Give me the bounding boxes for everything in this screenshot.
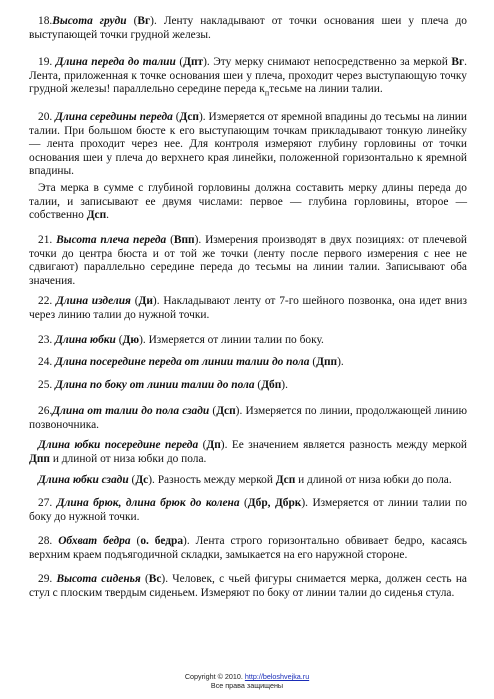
body-text: ). Лента строго горизонтально обвивает бедро, касаясь верхним краем подъягодичной складки, замыкается на его наружной стороне. — [29, 535, 467, 561]
measure-abbreviation: Дю — [122, 334, 140, 346]
measure-term: Высота плеча переда — [56, 234, 167, 246]
measure-abbreviation: Дс — [135, 474, 149, 486]
measure-abbreviation: Дпт — [183, 56, 204, 68]
body-text: 21. — [38, 234, 57, 246]
body-text: ). Измеряется от яремной впадины до тесьмы на линии талии. При большом бюсте к его выступающим точкам прикладывают тонкую линейку — лента проходит через нее. Для контроля измеряют глубину горловины от точки основания шеи у плеча до верхнего края линейки, положенной горизонтально к яремной впадины. — [29, 111, 467, 178]
body-text: ( — [254, 379, 262, 391]
body-text: ). Измеряется от линии талии по боку. — [139, 334, 324, 346]
body-text: ). Измеряется по линии, продолжающей линию позвоночника. — [29, 405, 467, 431]
body-text: 20. — [38, 111, 56, 123]
body-text: 28. — [38, 535, 59, 547]
body-text: 29. — [38, 573, 57, 585]
measure-26-paragraph — [29, 405, 467, 432]
measure-27-paragraph — [29, 497, 467, 524]
measure-abbreviation: Впп — [173, 234, 195, 246]
body-text: 18. — [38, 15, 53, 27]
copyright-text: Copyright © 2010. — [184, 672, 245, 681]
site-link[interactable]: http://beloshvejka.ru — [244, 672, 310, 681]
measure-term: Длина середины переда — [55, 111, 173, 123]
measure-20-paragraph — [29, 111, 467, 179]
measure-abbreviation: Дсп — [86, 209, 107, 222]
measure-term: Высота груди — [52, 15, 127, 27]
body-text: ( — [126, 15, 138, 27]
skirt-front-length-paragraph — [29, 439, 467, 466]
measure-29-paragraph — [29, 573, 467, 600]
body-text: ). Эту мерку снимают непосредственно за меркой — [203, 56, 452, 68]
measure-21-paragraph — [29, 234, 467, 288]
body-text: ( — [115, 334, 123, 346]
body-text: 27. — [38, 497, 57, 509]
measure-term: Длина юбки — [55, 334, 116, 346]
measure-28-paragraph — [29, 535, 467, 562]
body-text: ( — [209, 405, 217, 417]
body-text: 25. — [38, 379, 56, 391]
measure-abbreviation: Ди — [138, 295, 153, 307]
measure-25-paragraph — [29, 379, 467, 393]
measure-term: Длина по боку от линии талии до пола — [55, 379, 255, 391]
body-text: ( — [172, 111, 180, 123]
measure-20-note-paragraph — [29, 182, 467, 223]
measure-abbreviation: Дсп — [179, 111, 199, 123]
body-text: ( — [175, 56, 184, 68]
measure-term: Длина юбки посередине переда — [38, 439, 199, 451]
body-text: ). Человек, с чьей фигуры снимается мерка, должен сесть на стул с плоским твердым сиденьем. Измеряют по боку от линии талии до сиденья стула. — [29, 573, 467, 599]
body-text: ). Разность между меркой — [148, 474, 276, 486]
body-text: 24. — [38, 356, 56, 368]
body-text: ). Измеряется от линии талии по боку до нужной точки. — [29, 497, 467, 523]
body-text: 22. — [38, 295, 57, 307]
measure-abbreviation: Дсп — [216, 405, 236, 417]
measure-abbreviation: Вг — [451, 56, 465, 68]
measure-abbreviation: Вс — [148, 573, 162, 585]
body-text: ). Ленту накладывают от точки основания шеи у плеча до выступающей точки грудной железы. — [29, 15, 467, 41]
footer-rights: Все права защищены — [210, 681, 284, 690]
body-text: ( — [130, 535, 141, 547]
measure-abbreviation: Вг — [137, 15, 151, 27]
body-text: Эта мерка в сумме с глубиной горловины должна составить мерку длины переда до талии, и записывают ее двумя числами: первое — глубина горловины, второе — собственно — [29, 182, 467, 222]
body-text: ( — [198, 439, 207, 451]
measure-abbreviation: Дбр, Дбрк — [247, 497, 302, 509]
measure-abbreviation: Дпп — [316, 356, 338, 368]
body-text: ). — [337, 356, 344, 368]
measure-abbreviation: Дпп — [29, 452, 50, 465]
measure-22-paragraph — [29, 295, 467, 322]
measure-abbreviation: Дп — [206, 439, 221, 451]
measure-term: Длина переда до талии — [55, 56, 176, 68]
body-text: ( — [128, 474, 136, 486]
subscript-text: п — [264, 88, 270, 98]
skirt-back-length-paragraph — [29, 474, 467, 488]
body-text: ( — [166, 234, 174, 246]
measure-19-paragraph — [29, 56, 467, 100]
measure-abbreviation: о. бедра — [140, 535, 184, 547]
measure-term: Обхват бедра — [58, 535, 131, 547]
body-text: . Лента, приложенная к точке основания шеи у плеча, проходит через выступающую точку грудной железы! параллельно середине переда к — [29, 56, 467, 96]
body-text: и длиной от низа юбки до пола. — [49, 452, 207, 465]
measure-term: Длина юбки сзади — [38, 474, 129, 486]
measure-18-paragraph — [29, 15, 467, 42]
measure-abbreviation: Дбп — [261, 379, 282, 391]
measure-term: Длина изделия — [56, 295, 131, 307]
measure-term: Длина брюк, длина брюк до колена — [56, 497, 240, 509]
body-text: . — [106, 209, 110, 222]
body-text: 19. — [38, 56, 56, 68]
footer-copyright — [0, 672, 494, 681]
body-text: тесьме на линии талии. — [269, 83, 383, 96]
measure-term: Длина от талии до пола сзади — [52, 405, 210, 417]
measure-term: Высота сиденья — [56, 573, 141, 585]
body-text: 23. — [38, 334, 56, 346]
body-text: ( — [130, 295, 139, 307]
body-text: ( — [140, 573, 149, 585]
body-text: ). Накладывают ленту от 7-го шейного позвонка, она идет вниз через линию талии до нужной точки. — [29, 295, 467, 321]
body-text: ). Измерения производят в двух позициях: от плечевой точки до центра бюста и от той же точки (ленту после первого измерения с нее не сдвигают) параллельно середине переда до тесьмы на линии талии. Записывают оба значения. — [29, 234, 467, 287]
body-text: ( — [309, 356, 317, 368]
body-text: 26. — [38, 405, 53, 417]
measure-24-paragraph — [29, 356, 467, 370]
measure-23-paragraph — [29, 334, 467, 348]
measure-term: Длина посередине переда от линии талии до пола — [55, 356, 310, 368]
body-text: ). Ее значением является разность между меркой — [220, 439, 467, 451]
measure-abbreviation: Дсп — [275, 474, 296, 486]
body-text: ( — [239, 497, 248, 509]
body-text: ). — [281, 379, 288, 391]
body-text: и длиной от низа юбки до пола. — [295, 474, 452, 486]
